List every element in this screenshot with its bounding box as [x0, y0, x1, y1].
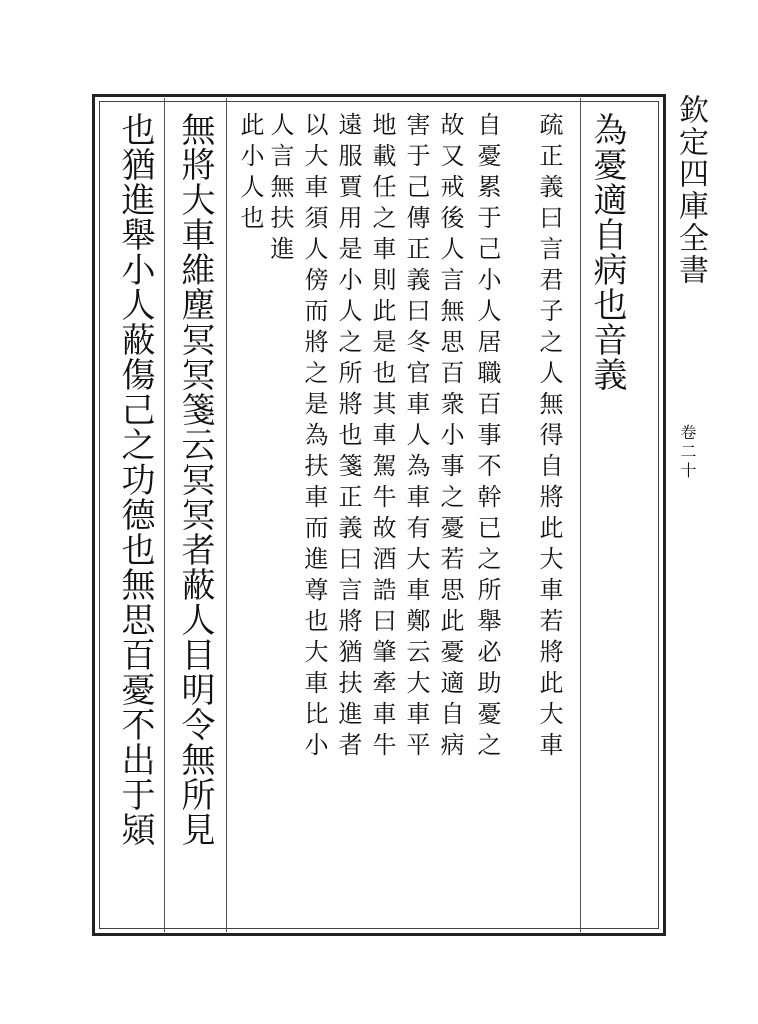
- margin-collection-title: 欽定四庫全書: [673, 94, 708, 286]
- text-column-9: 人言無扶進: [266, 112, 294, 267]
- column-divider: [164, 98, 165, 932]
- text-column-3: 自憂累于己小人居職百事不幹已之所舉必助憂之: [473, 112, 501, 763]
- column-divider: [226, 98, 227, 932]
- text-column-5: 害于己傳正義曰冬官車人為車有大車鄭云大車平: [402, 112, 430, 763]
- text-column-10: 此小人也: [236, 112, 264, 236]
- column-divider: [580, 98, 581, 932]
- text-column-2: 疏正義曰言君子之人無得自將此大車若將此大車: [535, 112, 563, 763]
- text-column-4: 故又戒後人言無思百衆小事之憂若思此憂適自病: [436, 112, 464, 763]
- text-column-1: 為憂適自病也音義: [587, 112, 627, 392]
- margin-volume-label: 卷二十: [678, 424, 697, 481]
- text-column-7: 遠服賈用是小人之所將也箋正義曰言將猶扶進者: [334, 112, 362, 763]
- text-column-8: 以大車須人傍而將之是為扶車而進尊也大車比小: [300, 112, 328, 763]
- text-column-11: 無將大車維塵冥冥箋云冥冥者蔽人目明令無所見: [175, 112, 215, 847]
- text-column-6: 地載任之車則此是也其車駕牛故酒誥曰肇牽車牛: [368, 112, 396, 763]
- text-column-12: 也猶進舉小人蔽傷己之功德也無思百憂不出于熲: [115, 112, 155, 847]
